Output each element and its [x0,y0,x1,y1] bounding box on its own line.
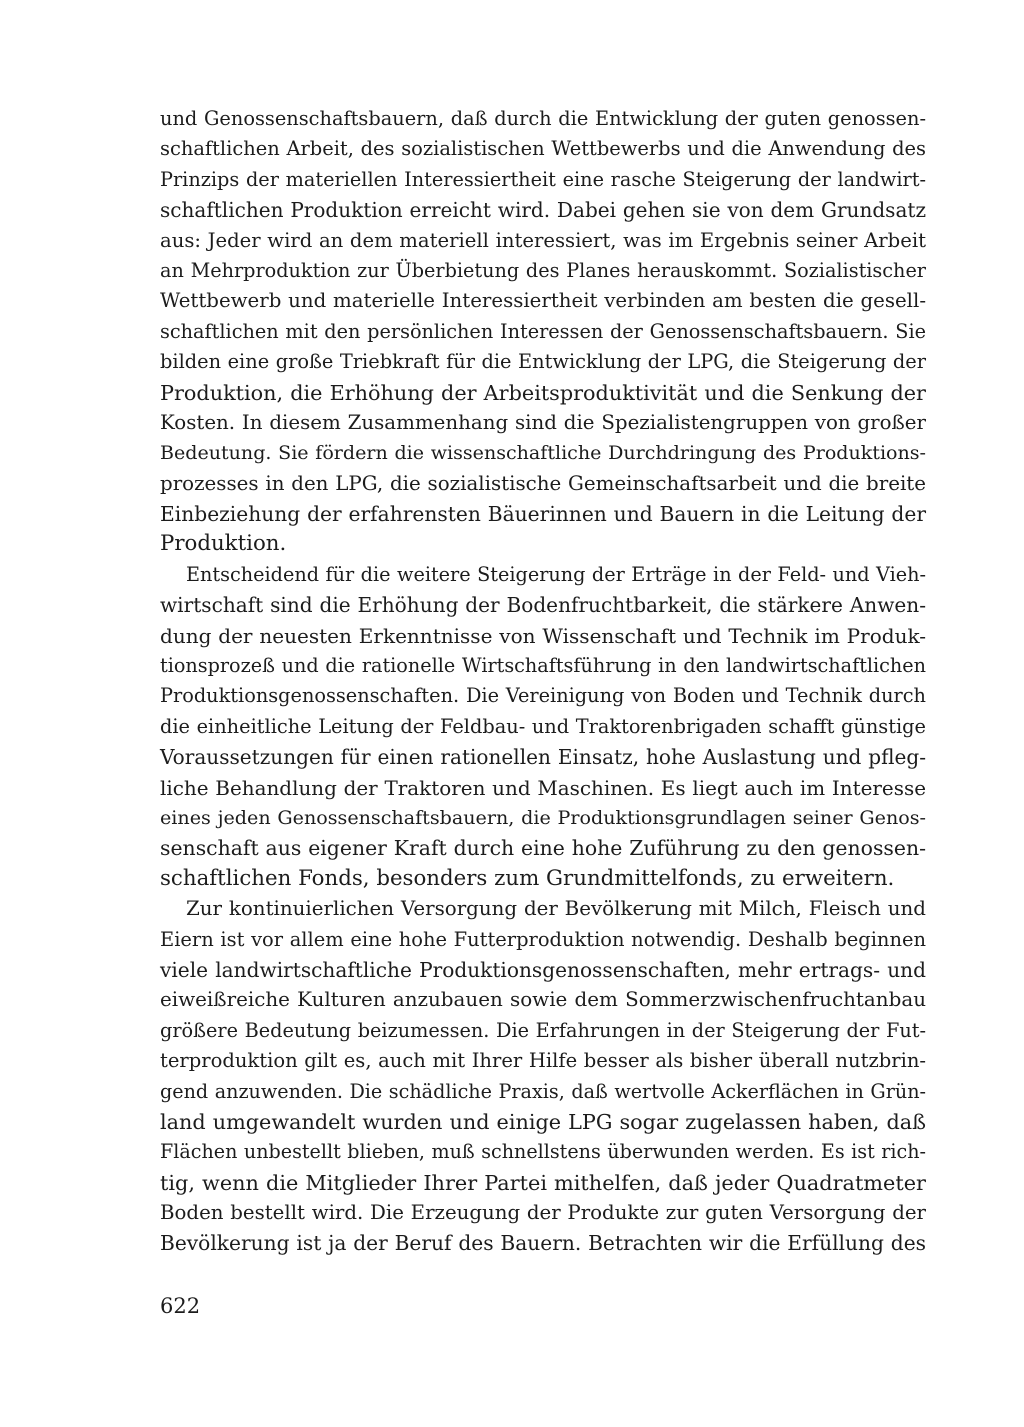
text-line: bilden eine große Triebkraft für die Entwicklung der LPG, die Steigerung der [160,350,926,374]
text-line: dung der neuesten Erkenntnisse von Wissenschaft und Technik im Produk- [160,623,926,648]
text-line: liche Behandlung der Traktoren und Maschinen. Es liegt auch im Interesse [160,775,926,800]
text-line: terproduktion gilt es, auch mit Ihrer Hilfe besser als bisher überall nutzbrin- [160,1049,926,1073]
paragraph [160,894,926,1259]
text-line: tionsprozeß und die rationelle Wirtschaftsführung in den landwirtschaftlichen [160,654,926,678]
text-line: land umgewandelt wurden und einige LPG sogar zugelassen haben, daß [160,1109,926,1134]
text-line: viele landwirtschaftliche Produktionsgenossenschaften, mehr ertrags- und [160,957,926,982]
text-line: Wettbewerb und materielle Interessiertheit verbinden am besten die gesell- [160,289,926,313]
text-line: Produktion, die Erhöhung der Arbeitsproduktivität und die Senkung der [160,380,926,405]
text-line: Zur kontinuierlichen Versorgung der Bevölkerung mit Milch, Fleisch und [186,897,926,921]
text-line: senschaft aus eigener Kraft durch eine hohe Zuführung zu den genossen- [160,836,926,861]
text-line: eiweißreiche Kulturen anzubauen sowie dem Sommerzwischenfruchtanbau [160,988,926,1012]
text-line: Eiern ist vor allem eine hohe Futterproduktion notwendig. Deshalb beginnen [160,927,926,951]
text-line: Voraussetzungen für einen rationellen Einsatz, hohe Auslastung und pfleg- [160,745,926,770]
text-line: wirtschaft sind die Erhöhung der Bodenfruchtbarkeit, die stärkere Anwen- [160,593,926,618]
text-line: Einbeziehung der erfahrensten Bäuerinnen und Bauern in die Leitung der [160,502,926,527]
text-line: tig, wenn die Mitglieder Ihrer Partei mithelfen, daß jeder Quadratmeter [160,1170,926,1195]
text-line: Flächen unbestellt blieben, muß schnellstens überwunden werden. Es ist rich- [160,1140,926,1164]
text-line: Produktion. [160,531,287,557]
body-text [160,104,926,1259]
text-line: größere Bedeutung beizumessen. Die Erfahrungen in der Steigerung der Fut- [160,1018,926,1042]
paragraph [160,560,926,894]
text-line: schaftlichen Arbeit, des sozialistischen Wettbewerbs und die Anwendung des [160,137,926,161]
text-line: gend anzuwenden. Die schädliche Praxis, daß wertvolle Ackerflächen in Grün- [160,1079,926,1103]
text-line: Boden bestellt wird. Die Erzeugung der Produkte zur guten Versorgung der [160,1201,926,1225]
text-line: und Genossenschaftsbauern, daß durch die Entwicklung der guten genossen- [160,107,926,130]
text-line: schaftlichen Fonds, besonders zum Grundmittelfonds, zu erweitern. [160,865,895,891]
text-line: Kosten. In diesem Zusammenhang sind die Spezialistengruppen von großer [160,410,926,434]
text-line: Bedeutung. Sie fördern die wissenschaftliche Durchdringung des Produktions- [160,442,926,465]
text-line: aus: Jeder wird an dem materiell interessiert, was im Ergebnis seiner Arbeit [160,228,926,252]
text-line: eines jeden Genossenschaftsbauern, die Produktionsgrundlagen seiner Genos- [160,805,926,829]
text-line: Entscheidend für die weitere Steigerung der Erträge in der Feld- und Vieh- [186,562,926,586]
text-line: prozesses in den LPG, die sozialistische Gemeinschaftsarbeit und die breite [160,471,926,495]
paragraph [160,104,926,560]
text-line: schaftlichen Produktion erreicht wird. Dabei gehen sie von dem Grundsatz [160,198,926,223]
page-number: 622 [160,1294,201,1318]
text-line: die einheitliche Leitung der Feldbau- und Traktorenbrigaden schafft günstige [160,714,926,738]
text-line: schaftlichen mit den persönlichen Interessen der Genossenschaftsbauern. Sie [160,319,926,343]
text-line: Bevölkerung ist ja der Beruf des Bauern. Betrachten wir die Erfüllung des [160,1231,926,1256]
text-line: an Mehrproduktion zur Überbietung des Planes herauskommt. Sozialistischer [160,258,926,282]
text-line: Prinzips der materiellen Interessiertheit eine rasche Steigerung der landwirt- [160,167,926,191]
text-line: Produktionsgenossenschaften. Die Vereinigung von Boden und Technik durch [160,684,926,708]
